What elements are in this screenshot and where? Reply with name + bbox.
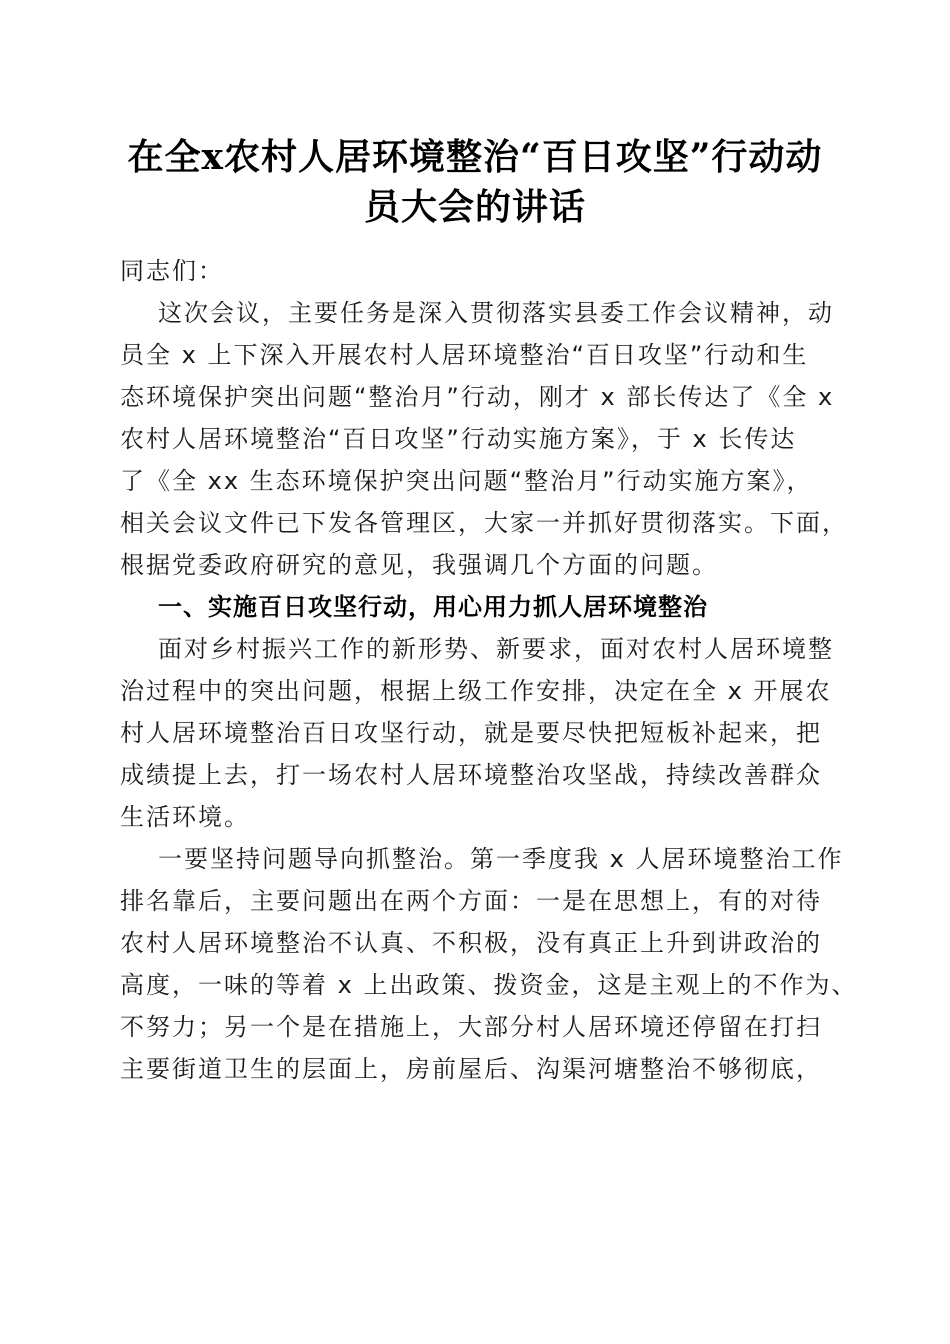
paragraph-line: 成绩提上去，打一场农村人居环境整治攻坚战，持续改善群众: [120, 761, 822, 789]
paragraph-line: 不努力；另一个是在措施上，大部分村人居环境还停留在打扫: [120, 1013, 822, 1041]
document-body: [120, 250, 858, 1090]
title-line-1: 在全x农村人居环境整治“百日攻坚”行动动: [127, 136, 823, 178]
paragraph-line: 主要街道卫生的层面上，房前屋后、沟渠河塘整治不够彻底，: [120, 1055, 822, 1083]
paragraph-line: 根据党委政府研究的意见，我强调几个方面的问题。: [120, 551, 718, 579]
document-title: [100, 132, 850, 232]
intro-paragraph: [120, 292, 848, 586]
section-paragraph-2: [120, 838, 858, 1090]
paragraph-line: 这次会议，主要任务是深入贯彻落实县委工作会议精神，动: [158, 299, 834, 327]
paragraph-line: 一要坚持问题导向抓整治。第一季度我 x 人居环境整治工作: [158, 845, 844, 873]
paragraph-line: 排名靠后，主要问题出在两个方面：一是在思想上，有的对待: [120, 887, 822, 915]
paragraph-line: 村人居环境整治百日攻坚行动，就是要尽快把短板补起来，把: [120, 719, 822, 747]
paragraph-line: 农村人居环境整治不认真、不积极，没有真正上升到讲政治的: [120, 929, 822, 957]
paragraph-line: 相关会议文件已下发各管理区，大家一并抓好贯彻落实。下面，: [120, 509, 848, 537]
paragraph-line: 了《全 xx 生态环境保护突出问题“整治月”行动实施方案》，: [120, 467, 813, 495]
section-paragraph-1: [120, 628, 835, 838]
salutation: 同志们：: [120, 257, 224, 285]
paragraph-line: 高度，一味的等着 x 上出政策、拨资金，这是主观上的不作为、: [120, 971, 858, 999]
paragraph-line: 农村人居环境整治“百日攻坚”行动实施方案》，于 x 长传达: [120, 425, 797, 453]
paragraph-line: 治过程中的突出问题，根据上级工作安排，决定在全 x 开展农: [120, 677, 832, 705]
paragraph-line: 态环境保护突出问题“整治月”行动，刚才 x 部长传达了《全 x: [120, 383, 835, 411]
paragraph-line: 生活环境。: [120, 803, 250, 831]
title-line-2: 员大会的讲话: [363, 186, 586, 228]
paragraph-line: 面对乡村振兴工作的新形势、新要求，面对农村人居环境整: [158, 635, 834, 663]
paragraph-line: 员全 x 上下深入开展农村人居环境整治“百日攻坚”行动和生: [120, 341, 809, 369]
section-heading: 一、实施百日攻坚行动，用心用力抓人居环境整治: [158, 593, 708, 621]
